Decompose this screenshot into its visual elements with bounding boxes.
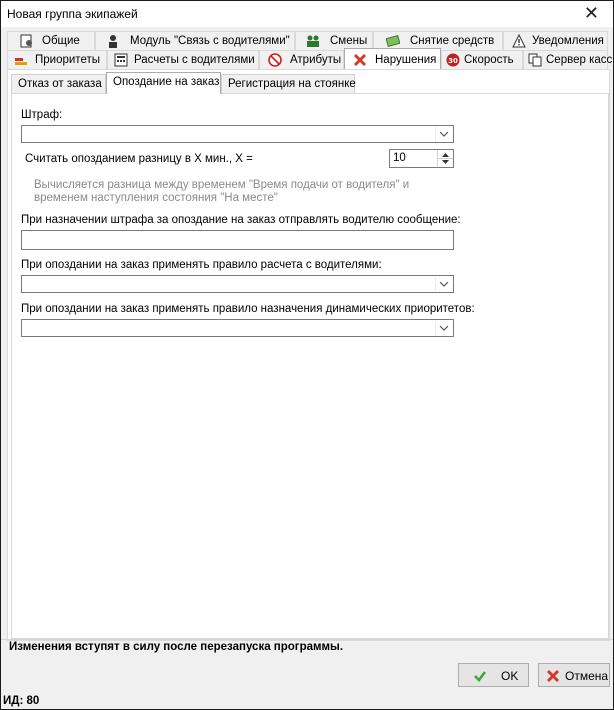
- payment-rule-combobox[interactable]: [21, 275, 454, 293]
- tab-label: Сервер касс: [546, 54, 613, 66]
- money-icon: [386, 34, 400, 48]
- tab-label: Атрибуты: [290, 54, 342, 66]
- tab-notifications[interactable]: [503, 31, 608, 50]
- late-diff-hint: Вычисляется разница между временем "Время подачи от водителя" и временем наступления состояния "На месте": [34, 179, 410, 204]
- cancel-button[interactable]: [538, 663, 610, 687]
- message-label: При назначении штрафа за опоздание на заказ отправлять водителю сообщение:: [21, 214, 461, 226]
- subtab-content-panel: [11, 93, 609, 639]
- tab-label: Снятие средств: [410, 35, 495, 47]
- subtab-parking-registration[interactable]: [221, 74, 355, 94]
- window-title: Новая группа экипажей: [7, 7, 138, 21]
- subtab-label: Опоздание на заказ: [113, 76, 220, 88]
- spinner-value: 10: [393, 152, 406, 164]
- tab-label: Смены: [330, 35, 368, 47]
- late-diff-label: Считать опозданием разницу в Х мин., Х =: [25, 153, 253, 165]
- warning-icon: [512, 34, 526, 48]
- fine-combobox[interactable]: [21, 125, 454, 143]
- spinner-buttons[interactable]: [437, 150, 453, 167]
- svg-text:30: 30: [448, 57, 458, 65]
- tab-cash-server[interactable]: [523, 50, 613, 69]
- priority-icon: [14, 53, 28, 67]
- tab-attributes[interactable]: [259, 50, 344, 69]
- subtab-order-refusal[interactable]: [11, 74, 106, 94]
- restart-note: Изменения вступят в силу после перезапуска программы.: [9, 641, 344, 653]
- red-x-icon: [353, 53, 367, 67]
- tab-label: Нарушения: [375, 54, 437, 66]
- button-label: Отмена: [565, 669, 609, 683]
- tab-row-2: [7, 50, 613, 70]
- tab-row-1: [7, 31, 608, 51]
- payment-rule-label: При опоздании на заказ применять правило расчета с водителями:: [21, 259, 382, 271]
- settings-doc-icon: [20, 34, 34, 48]
- chevron-down-icon[interactable]: [435, 321, 452, 335]
- chevron-down-icon[interactable]: [435, 277, 452, 291]
- tab-label: Скорость: [464, 54, 514, 66]
- driver-icon: [106, 34, 120, 48]
- red-x-icon: [546, 669, 560, 683]
- priority-rule-combobox[interactable]: [21, 319, 454, 337]
- speed-icon: [446, 53, 460, 67]
- close-icon[interactable]: ✕: [583, 3, 599, 23]
- subtab-label: Регистрация на стоянке: [228, 78, 356, 90]
- tab-driver-module[interactable]: [95, 31, 295, 50]
- tab-violations[interactable]: [344, 48, 441, 69]
- chevron-down-icon[interactable]: [435, 127, 452, 141]
- spin-down-icon: [442, 160, 449, 164]
- late-diff-spinner[interactable]: [389, 149, 454, 168]
- tab-general[interactable]: [7, 31, 95, 50]
- tab-driver-payments[interactable]: [107, 50, 259, 69]
- people-icon: [306, 34, 320, 48]
- subtab-label: Отказ от заказа: [18, 78, 102, 90]
- id-label: ИД: 80: [3, 695, 40, 707]
- spin-up-icon: [442, 153, 449, 157]
- tab-label: Общие: [42, 35, 80, 47]
- tab-label: Расчеты с водителями: [134, 54, 255, 66]
- no-smoking-icon: [268, 53, 282, 67]
- subtab-late-for-order[interactable]: [106, 72, 221, 94]
- tab-priorities[interactable]: [7, 50, 107, 69]
- checkmark-icon: [473, 669, 487, 683]
- tab-speed[interactable]: [441, 50, 523, 69]
- tab-label: Приоритеты: [35, 54, 100, 66]
- divider: [1, 639, 613, 640]
- priority-rule-label: При опоздании на заказ применять правило назначения динамических приоритетов:: [21, 303, 475, 315]
- message-input[interactable]: [21, 230, 454, 250]
- fine-label: Штраф:: [21, 109, 63, 121]
- tab-label: Модуль "Связь с водителями": [130, 35, 290, 47]
- copy-icon: [528, 53, 542, 67]
- button-label: OK: [501, 669, 519, 683]
- title-bar: [1, 1, 613, 27]
- ok-button[interactable]: [458, 663, 529, 687]
- tab-label: Уведомления: [532, 35, 604, 47]
- calculator-icon: [114, 53, 128, 67]
